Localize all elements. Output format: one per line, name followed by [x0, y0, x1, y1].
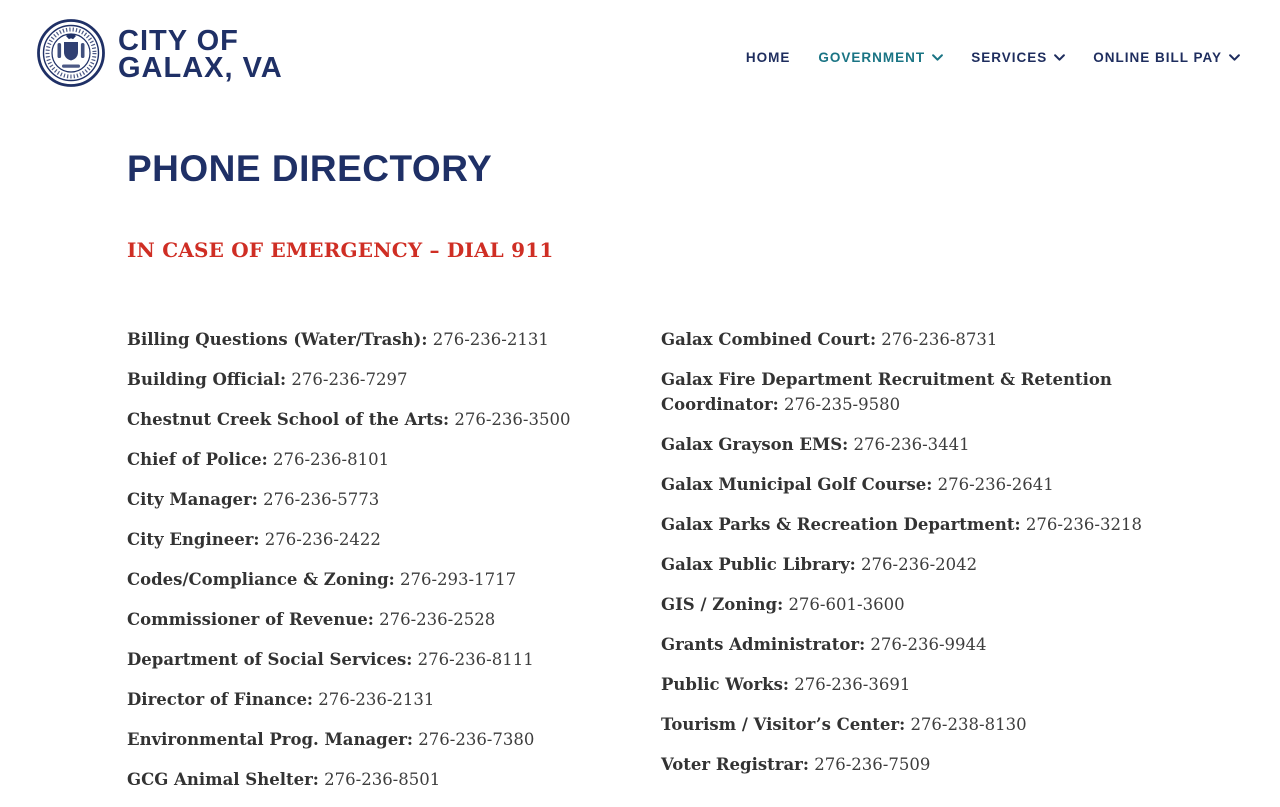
entry-phone: 276-236-8501 — [324, 770, 441, 789]
entry-phone: 276-236-2042 — [861, 555, 978, 574]
nav-item-label: ONLINE BILL PAY — [1093, 49, 1222, 65]
entry-label: Voter Registrar: — [661, 755, 809, 774]
entry-label: Galax Fire Department Recruitment & Retention Coordinator: — [661, 370, 1112, 414]
site-logo[interactable] — [36, 18, 283, 93]
directory-entry — [661, 367, 1153, 417]
directory-entry — [127, 647, 605, 672]
directory-entry — [127, 447, 605, 472]
chevron-down-icon — [932, 50, 943, 65]
entry-label: Tourism / Visitor’s Center: — [661, 715, 906, 734]
entry-phone: 276-236-2131 — [432, 330, 549, 349]
entry-label: City Engineer: — [127, 530, 260, 549]
city-seal-icon — [36, 18, 106, 93]
entry-label: Building Official: — [127, 370, 287, 389]
entry-phone: 276-235-9580 — [784, 395, 901, 414]
entry-label: Public Works: — [661, 675, 789, 694]
directory-entry — [661, 327, 1153, 352]
brand-line-2: GALAX, VA — [118, 52, 283, 84]
entry-label: City Manager: — [127, 490, 258, 509]
entry-phone: 276-238-8130 — [910, 715, 1027, 734]
directory-entry — [661, 552, 1153, 577]
directory-entry — [127, 607, 605, 632]
directory-entry — [661, 512, 1153, 537]
nav-item-online-bill-pay[interactable] — [1093, 49, 1240, 65]
emergency-notice: IN CASE OF EMERGENCY – DIAL 911 — [127, 238, 554, 262]
entry-label: Codes/Compliance & Zoning: — [127, 570, 395, 589]
entry-label: Chestnut Creek School of the Arts: — [127, 410, 450, 429]
directory-entry — [661, 752, 1153, 777]
entry-label: Commissioner of Revenue: — [127, 610, 374, 629]
nav-item-services[interactable] — [971, 49, 1065, 65]
nav-item-label: HOME — [745, 49, 791, 65]
entry-phone: 276-236-8111 — [417, 650, 534, 669]
directory-entry — [127, 407, 605, 432]
entry-label: Galax Public Library: — [661, 555, 856, 574]
directory-entry — [661, 672, 1153, 697]
entry-label: Chief of Police: — [127, 450, 268, 469]
entry-label: Billing Questions (Water/Trash): — [127, 330, 428, 349]
site-header — [0, 0, 1280, 96]
entry-label: Director of Finance: — [127, 690, 314, 709]
directory-column-right — [661, 327, 1153, 807]
entry-phone: 276-236-3218 — [1025, 515, 1142, 534]
entry-label: Galax Grayson EMS: — [661, 435, 849, 454]
entry-phone: 276-236-5773 — [263, 490, 380, 509]
main-content — [0, 150, 1280, 807]
directory-entry — [661, 712, 1153, 737]
directory-entry — [127, 567, 605, 592]
entry-phone: 276-236-2641 — [937, 475, 1054, 494]
directory-column-left — [127, 327, 605, 807]
page-title: PHONE DIRECTORY — [127, 148, 493, 189]
directory-entry — [661, 592, 1153, 617]
nav-item-label: SERVICES — [971, 49, 1048, 65]
entry-label: Galax Combined Court: — [661, 330, 877, 349]
directory-entry — [127, 687, 605, 712]
entry-phone: 276-236-7509 — [814, 755, 931, 774]
brand-line-1: CITY OF — [118, 25, 239, 57]
nav-item-home[interactable] — [746, 50, 791, 65]
directory-entry — [127, 767, 605, 792]
entry-label: GIS / Zoning: — [661, 595, 784, 614]
entry-phone: 276-236-2131 — [318, 690, 435, 709]
nav-item-government[interactable] — [818, 49, 943, 65]
entry-label: Galax Municipal Golf Course: — [661, 475, 933, 494]
directory-entry — [661, 632, 1153, 657]
entry-label: GCG Animal Shelter: — [127, 770, 319, 789]
entry-label: Grants Administrator: — [661, 635, 866, 654]
entry-label: Galax Parks & Recreation Department: — [661, 515, 1021, 534]
directory-entry — [127, 727, 605, 752]
directory-entry — [127, 487, 605, 512]
main-nav — [746, 45, 1240, 65]
directory-entry — [127, 327, 605, 352]
directory-entry — [127, 367, 605, 392]
entry-phone: 276-236-7297 — [291, 370, 408, 389]
entry-phone: 276-293-1717 — [399, 570, 517, 589]
directory-entry — [127, 527, 605, 552]
entry-phone: 276-236-8101 — [272, 450, 390, 469]
directory-entry — [661, 472, 1153, 497]
entry-phone: 276-236-3691 — [794, 675, 911, 694]
phone-directory — [127, 327, 1153, 807]
nav-item-label: GOVERNMENT — [818, 49, 926, 65]
chevron-down-icon — [1054, 50, 1065, 65]
chevron-down-icon — [1229, 50, 1240, 65]
entry-phone: 276-601-3600 — [788, 595, 905, 614]
entry-phone: 276-236-3500 — [454, 410, 571, 429]
entry-phone: 276-236-2422 — [264, 530, 381, 549]
entry-phone: 276-236-7380 — [418, 730, 535, 749]
entry-phone: 276-236-2528 — [379, 610, 496, 629]
entry-phone: 276-236-3441 — [853, 435, 970, 454]
entry-label: Department of Social Services: — [127, 650, 413, 669]
directory-entry — [661, 432, 1153, 457]
entry-phone: 276-236-8731 — [881, 330, 998, 349]
entry-phone: 276-236-9944 — [870, 635, 987, 654]
entry-label: Environmental Prog. Manager: — [127, 730, 413, 749]
brand-wordmark — [118, 25, 283, 84]
